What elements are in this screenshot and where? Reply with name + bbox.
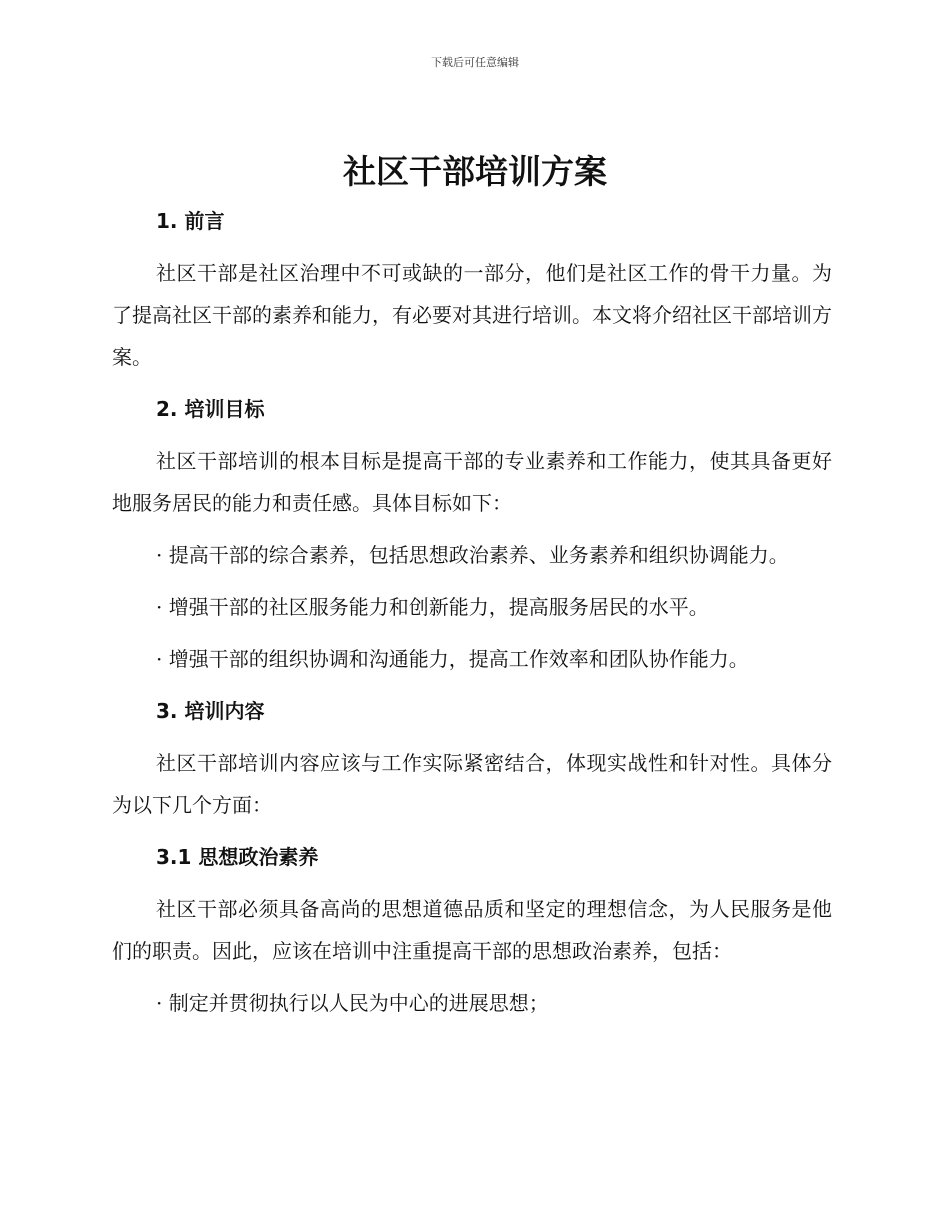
paragraph-political: 社区干部必须具备高尚的思想道德品质和坚定的理想信念，为人民服务是他们的职责。因此，应该在培训中注重提高干部的思想政治素养，包括： [112, 897, 832, 963]
paragraph-preface: 社区干部是社区治理中不可或缺的一部分，他们是社区工作的骨干力量。为了提高社区干部的素养和能力，有必要对其进行培训。本文将介绍社区干部培训方案。 [112, 261, 832, 369]
list-item: · 增强干部的社区服务能力和创新能力，提高服务居民的水平。 [156, 595, 709, 619]
section-heading-preface: 1. 前言 [156, 209, 225, 233]
section-heading-political: 3.1 思想政治素养 [156, 845, 319, 869]
list-item: · 制定并贯彻执行以人民为中心的进展思想； [156, 991, 549, 1015]
document-title: 社区干部培训方案 [343, 152, 607, 191]
paragraph-content: 社区干部培训内容应该与工作实际紧密结合，体现实战性和针对性。具体分为以下几个方面： [112, 751, 832, 817]
document-body [112, 200, 832, 1024]
section-heading-content: 3. 培训内容 [156, 699, 265, 723]
list-item: · 提高干部的综合素养，包括思想政治素养、业务素养和组织协调能力。 [156, 543, 789, 567]
list-item: · 增强干部的组织协调和沟通能力，提高工作效率和团队协作能力。 [156, 647, 749, 671]
section-heading-goals: 2. 培训目标 [156, 397, 265, 421]
paragraph-goals: 社区干部培训的根本目标是提高干部的专业素养和工作能力，使其具备更好地服务居民的能力和责任感。具体目标如下： [112, 449, 832, 515]
header-note: 下载后可任意编辑 [431, 56, 519, 69]
